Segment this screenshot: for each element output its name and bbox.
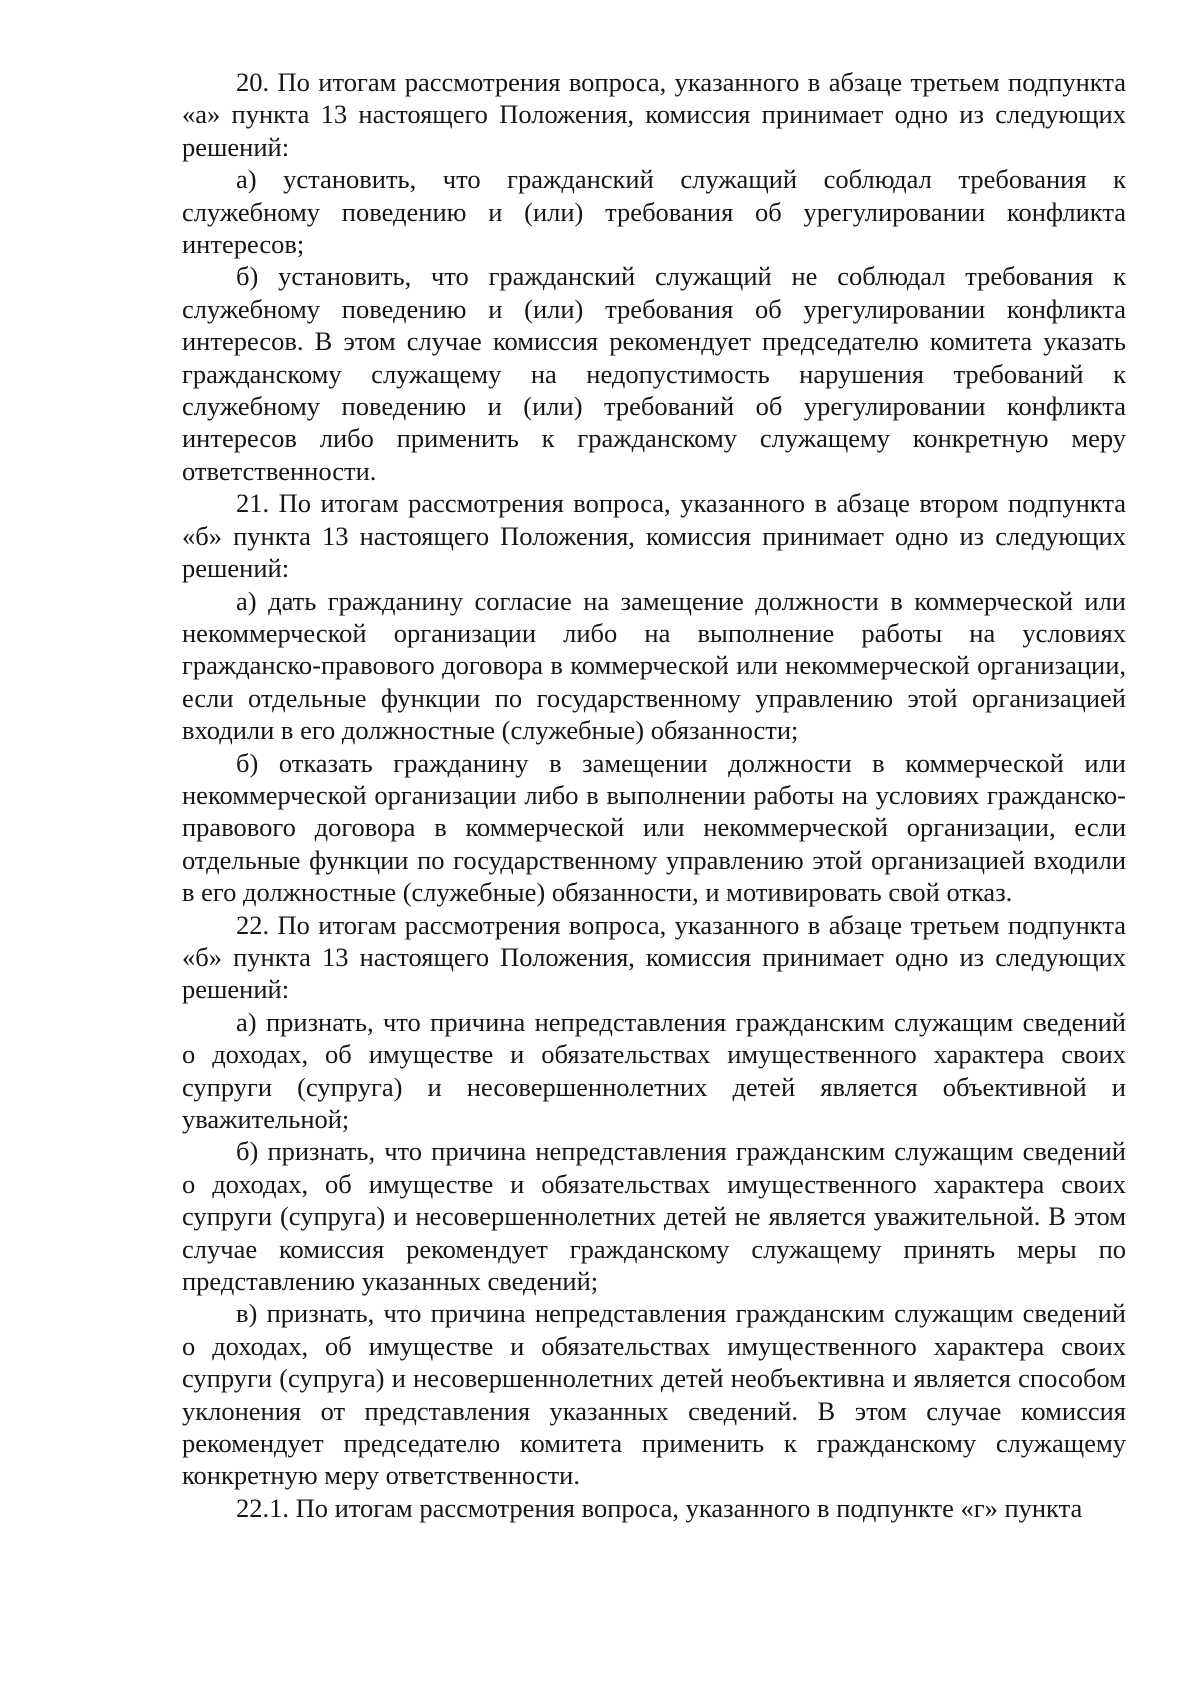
paragraph-21-b: б) отказать гражданину в замещении должности в коммерческой или некоммерческой организации либо в выполнении работы на условиях гражданско-правового договора в коммерческой или некоммерческой организации, если отдельные функции по государственному управлению этой организацией входили в его должностные (служебные) обязанности, и мотивировать свой отказ. <box>182 747 1126 908</box>
paragraph-22-1: 22.1. По итогам рассмотрения вопроса, указанного в подпункте «г» пункта <box>236 1492 1083 1523</box>
paragraph-20: 20. По итогам рассмотрения вопроса, указанного в абзаце третьем подпункта «а» пункта 13 настоящего Положения, комиссия принимает одно из следующих решений: <box>182 67 1126 162</box>
paragraph-22-b: б) признать, что причина непредставления гражданским служащим сведений о доходах, об имуществе и обязательствах имущественного характера своих супруги (супруга) и несовершеннолетних детей не является уважительной. В этом случае комиссия рекомендует гражданскому служащему принять меры по представлению указанных сведений; <box>182 1136 1126 1297</box>
paragraph-22-v: в) признать, что причина непредставления гражданским служащим сведений о доходах, об имуществе и обязательствах имущественного характера своих супруги (супруга) и несовершеннолетних детей необъективна и является способом уклонения от представления указанных сведений. В этом случае комиссия рекомендует председателю комитета применить к гражданскому служащему конкретную меру ответственности. <box>182 1298 1126 1491</box>
document-page <box>182 66 1126 1524</box>
paragraph-22-a: а) признать, что причина непредставления гражданским служащим сведений о доходах, об имуществе и обязательствах имущественного характера своих супруги (супруга) и несовершеннолетних детей является объективной и уважительной; <box>182 1006 1126 1134</box>
paragraph-21: 21. По итогам рассмотрения вопроса, указанного в абзаце втором подпункта «б» пункта 13 настоящего Положения, комиссия принимает одно из следующих решений: <box>182 488 1126 584</box>
paragraph-20-a: а) установить, что гражданский служащий соблюдал требования к служебному поведению и (или) требования об урегулировании конфликта интересов; <box>182 164 1126 260</box>
paragraph-20-b: б) установить, что гражданский служащий не соблюдал требования к служебному поведению и (или) требования об урегулировании конфликта интересов. В этом случае комиссия рекомендует председателю комитета указать гражданскому служащему на недопустимость нарушения требований к служебному поведению и (или) требований об урегулировании конфликта интересов либо применить к гражданскому служащему конкретную меру ответственности. <box>182 261 1126 486</box>
paragraph-22: 22. По итогам рассмотрения вопроса, указанного в абзаце третьем подпункта «б» пункта 13 настоящего Положения, комиссия принимает одно из следующих решений: <box>182 909 1126 1005</box>
paragraph-21-a: а) дать гражданину согласие на замещение должности в коммерческой или некоммерческой организации либо на выполнение работы на условиях гражданско-правового договора в коммерческой или некоммерческой организации, если отдельные функции по государственному управлению этой организацией входили в его должностные (служебные) обязанности; <box>182 585 1126 746</box>
